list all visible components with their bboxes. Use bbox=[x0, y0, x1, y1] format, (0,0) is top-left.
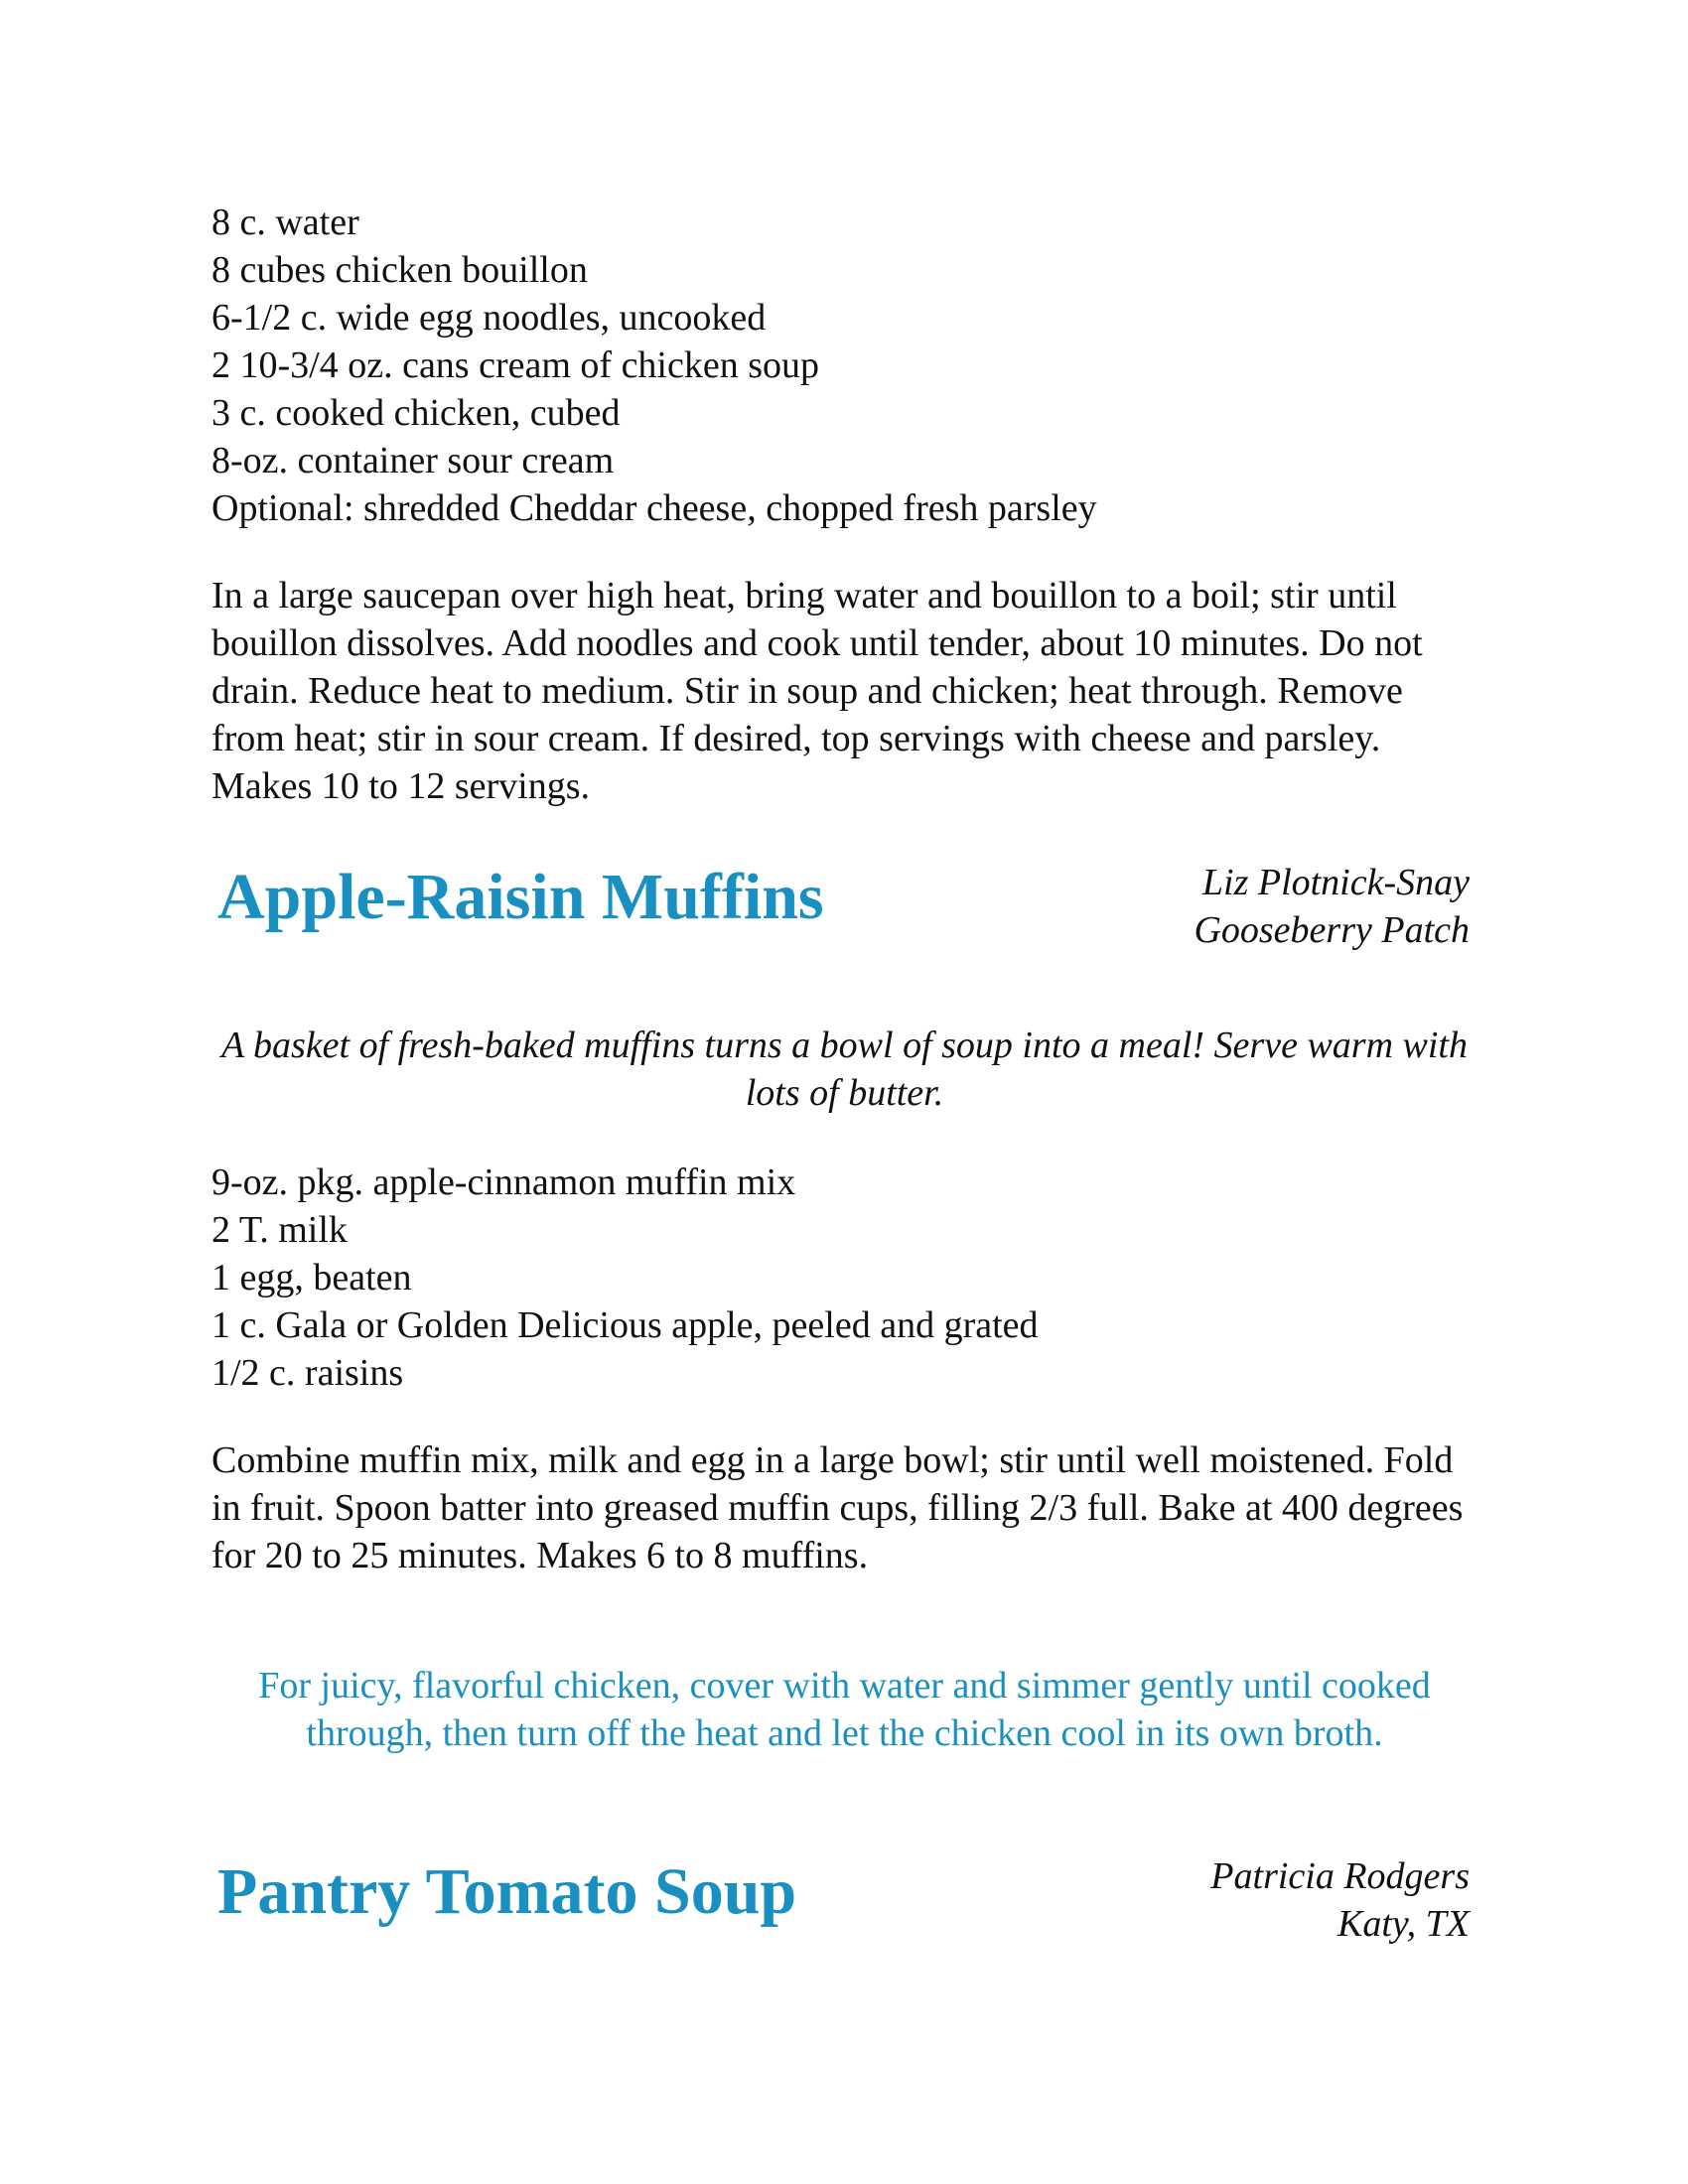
ingredient-list bbox=[211, 1159, 1477, 1397]
recipe-intro: A basket of fresh-baked muffins turns a bowl of soup into a meal! Serve warm with lots of butter. bbox=[221, 1024, 1468, 1114]
recipe-title: Pantry Tomato Soup bbox=[217, 1855, 797, 1928]
ingredient-item: 2 10-3/4 oz. cans cream of chicken soup bbox=[211, 344, 820, 386]
ingredient-item: 1 c. Gala or Golden Delicious apple, peeled and grated bbox=[211, 1304, 1039, 1346]
author-name: Patricia Rodgers bbox=[1210, 1855, 1470, 1897]
author-location: Gooseberry Patch bbox=[1194, 909, 1470, 951]
ingredient-item: 8-oz. container sour cream bbox=[211, 440, 615, 481]
ingredient-item: 8 c. water bbox=[211, 202, 359, 243]
recipe-directions: In a large saucepan over high heat, bring water and bouillon to a boil; stir until bouillon dissolves. Add noodles and cook until tender, about 10 minutes. Do not drain. Reduce heat to medium. Stir in soup and chicken; heat through. Remove from heat; stir in sour cream. If desired, top servings with cheese and parsley. Makes 10 to 12 servings. bbox=[211, 575, 1423, 807]
ingredient-item: 3 c. cooked chicken, cubed bbox=[211, 392, 621, 434]
ingredient-item: 8 cubes chicken bouillon bbox=[211, 249, 588, 291]
recipe-title: Apple-Raisin Muffins bbox=[217, 861, 824, 933]
recipe-byline bbox=[1194, 859, 1470, 954]
author-location: Katy, TX bbox=[1336, 1903, 1470, 1945]
cooking-tip: For juicy, flavorful chicken, cover with water and simmer gently until cooked through, then turn off the heat and let the chicken cool in its own broth. bbox=[258, 1665, 1431, 1754]
ingredient-item: Optional: shredded Cheddar cheese, chopped fresh parsley bbox=[211, 487, 1097, 529]
ingredient-list bbox=[211, 199, 1477, 532]
ingredient-item: 2 T. milk bbox=[211, 1209, 348, 1251]
ingredient-item: 6-1/2 c. wide egg noodles, uncooked bbox=[211, 297, 767, 339]
ingredient-item: 9-oz. pkg. apple-cinnamon muffin mix bbox=[211, 1161, 796, 1203]
ingredient-item: 1 egg, beaten bbox=[211, 1257, 412, 1298]
author-name: Liz Plotnick-Snay bbox=[1201, 862, 1470, 903]
recipe-directions: Combine muffin mix, milk and egg in a large bowl; stir until well moistened. Fold in fruit. Spoon batter into greased muffin cups, filling 2/3 full. Bake at 400 degrees for 20 to 25 minutes. Makes 6 to 8 muffins. bbox=[211, 1439, 1464, 1576]
ingredient-item: 1/2 c. raisins bbox=[211, 1352, 404, 1394]
recipe-byline bbox=[1210, 1852, 1470, 1948]
